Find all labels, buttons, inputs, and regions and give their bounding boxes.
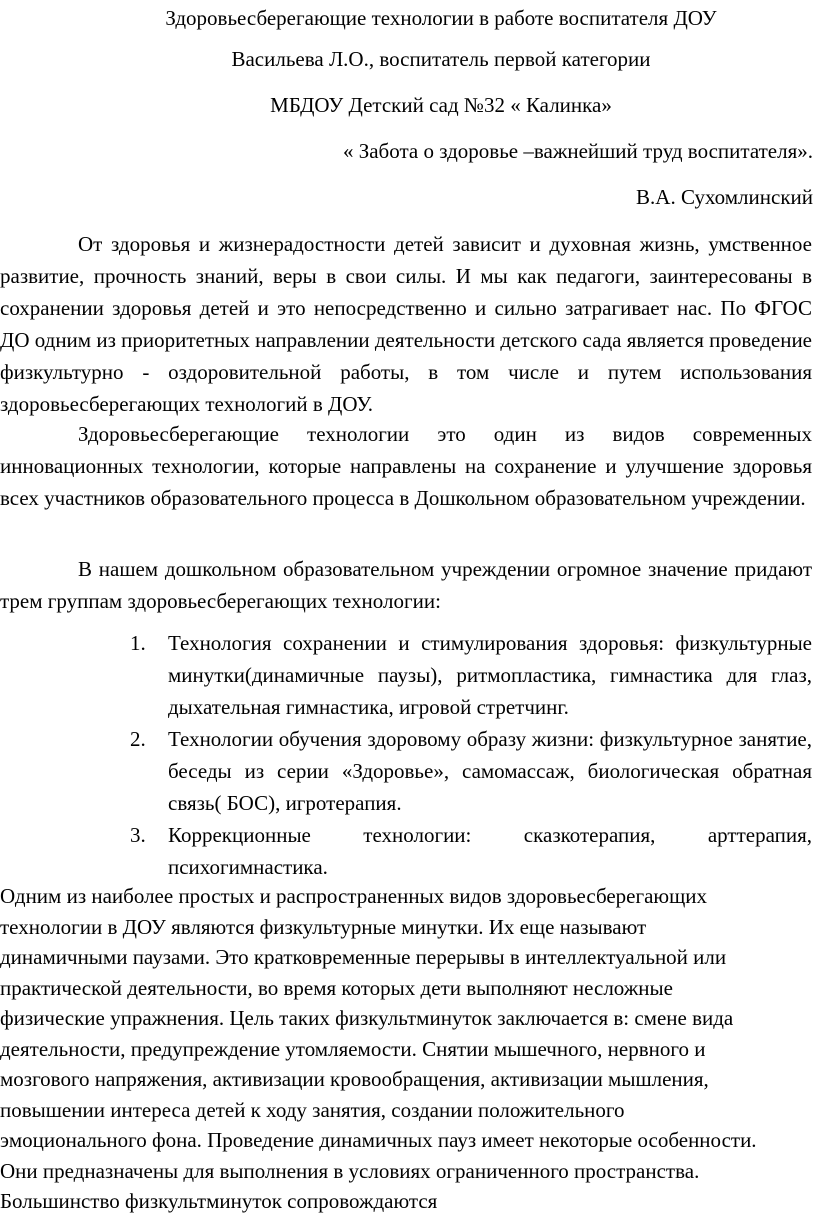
document-title: Здоровьесберегающие технологии в работе воспитателя ДОУ bbox=[165, 6, 717, 30]
epigraph-attribution: В.А. Сухомлинский bbox=[636, 185, 813, 209]
list-item-text: Технологии обучения здоровому образу жизни: физкультурное занятие, беседы из серии «Здоровье», самомассаж, биологическая обратная связь( БОС), игротерапия. bbox=[168, 727, 812, 815]
paragraph-1: От здоровья и жизнерадостности детей зависит и духовная жизнь, умственное развитие, прочность знаний, веры в свои силы. И мы как педагоги, заинтересованы в сохранении здоровья детей и это непосредственно и сильно затрагивает нас. По ФГОС ДО одним из приоритетных направлении деятельности детского сада является проведение физкультурно - оздоровительной работы, в том числе и путем использования здоровьесберегающих технологий в ДОУ. bbox=[0, 232, 813, 416]
text-line: технологии в ДОУ являются физкультурные минутки. Их еще называют bbox=[0, 914, 647, 939]
list-item-text: Коррекционные технологии: сказкотерапия, арттерапия, психогимнастика. bbox=[168, 823, 812, 879]
list-item bbox=[130, 819, 812, 883]
paragraph-4 bbox=[0, 881, 816, 1217]
text-line: мозгового напряжения, активизации кровообращения, активизации мышления, bbox=[0, 1067, 709, 1091]
text-line: Большинство физкультминуток сопровождаются bbox=[0, 1189, 438, 1213]
text-line: Одним из наиболее простых и распространенных видов здоровьесберегающих bbox=[0, 884, 708, 908]
list-item-number: 3. bbox=[130, 823, 146, 847]
text-line: динамичными паузами. Это кратковременные перерывы в интеллектуальной или bbox=[0, 945, 727, 969]
list-item bbox=[130, 627, 812, 723]
list-item bbox=[130, 723, 812, 819]
epigraph-quote: « Забота о здоровье –важнейший труд воспитателя». bbox=[342, 139, 813, 163]
text-line: физические упражнения. Цель таких физкультминуток заключается в: смене вида bbox=[0, 1006, 734, 1030]
text-line: Они предназначены для выполнения в условиях ограниченного пространства. bbox=[0, 1158, 700, 1183]
document-author: Васильева Л.О., воспитатель первой категории bbox=[231, 47, 651, 71]
paragraph-2: Здоровьесберегающие технологии это один из видов современных инновационных технологии, которые направлены на сохранение и улучшение здоровья всех участников образовательного процесса в Дошкольном образовательном учреждении. bbox=[0, 422, 812, 510]
text-line: эмоционального фона. Проведение динамичных пауз имеет некоторые особенности. bbox=[0, 1128, 757, 1152]
list-item-number: 2. bbox=[130, 727, 146, 751]
document-institution: МБДОУ Детский сад №32 « Калинка» bbox=[270, 93, 612, 117]
text-line: деятельности, предупреждение утомляемости. Снятии мышечного, нервного и bbox=[0, 1036, 706, 1061]
list-item-text: Технология сохранении и стимулирования здоровья: физкультурные минутки(динамичные паузы), ритмопластика, гимнастика для глаз, дыхательная гимнастика, игровой стретчинг. bbox=[168, 631, 812, 719]
text-line: практической деятельности, во время которых дети выполняют несложные bbox=[0, 975, 673, 1000]
text-line: повышении интереса детей к ходу занятия, создании положительного bbox=[0, 1097, 625, 1122]
technology-groups-list bbox=[130, 627, 812, 883]
list-item-number: 1. bbox=[130, 631, 146, 655]
paragraph-3: В нашем дошкольном образовательном учреждении огромное значение придают трем группам здоровьесберегающих технологии: bbox=[0, 557, 812, 613]
